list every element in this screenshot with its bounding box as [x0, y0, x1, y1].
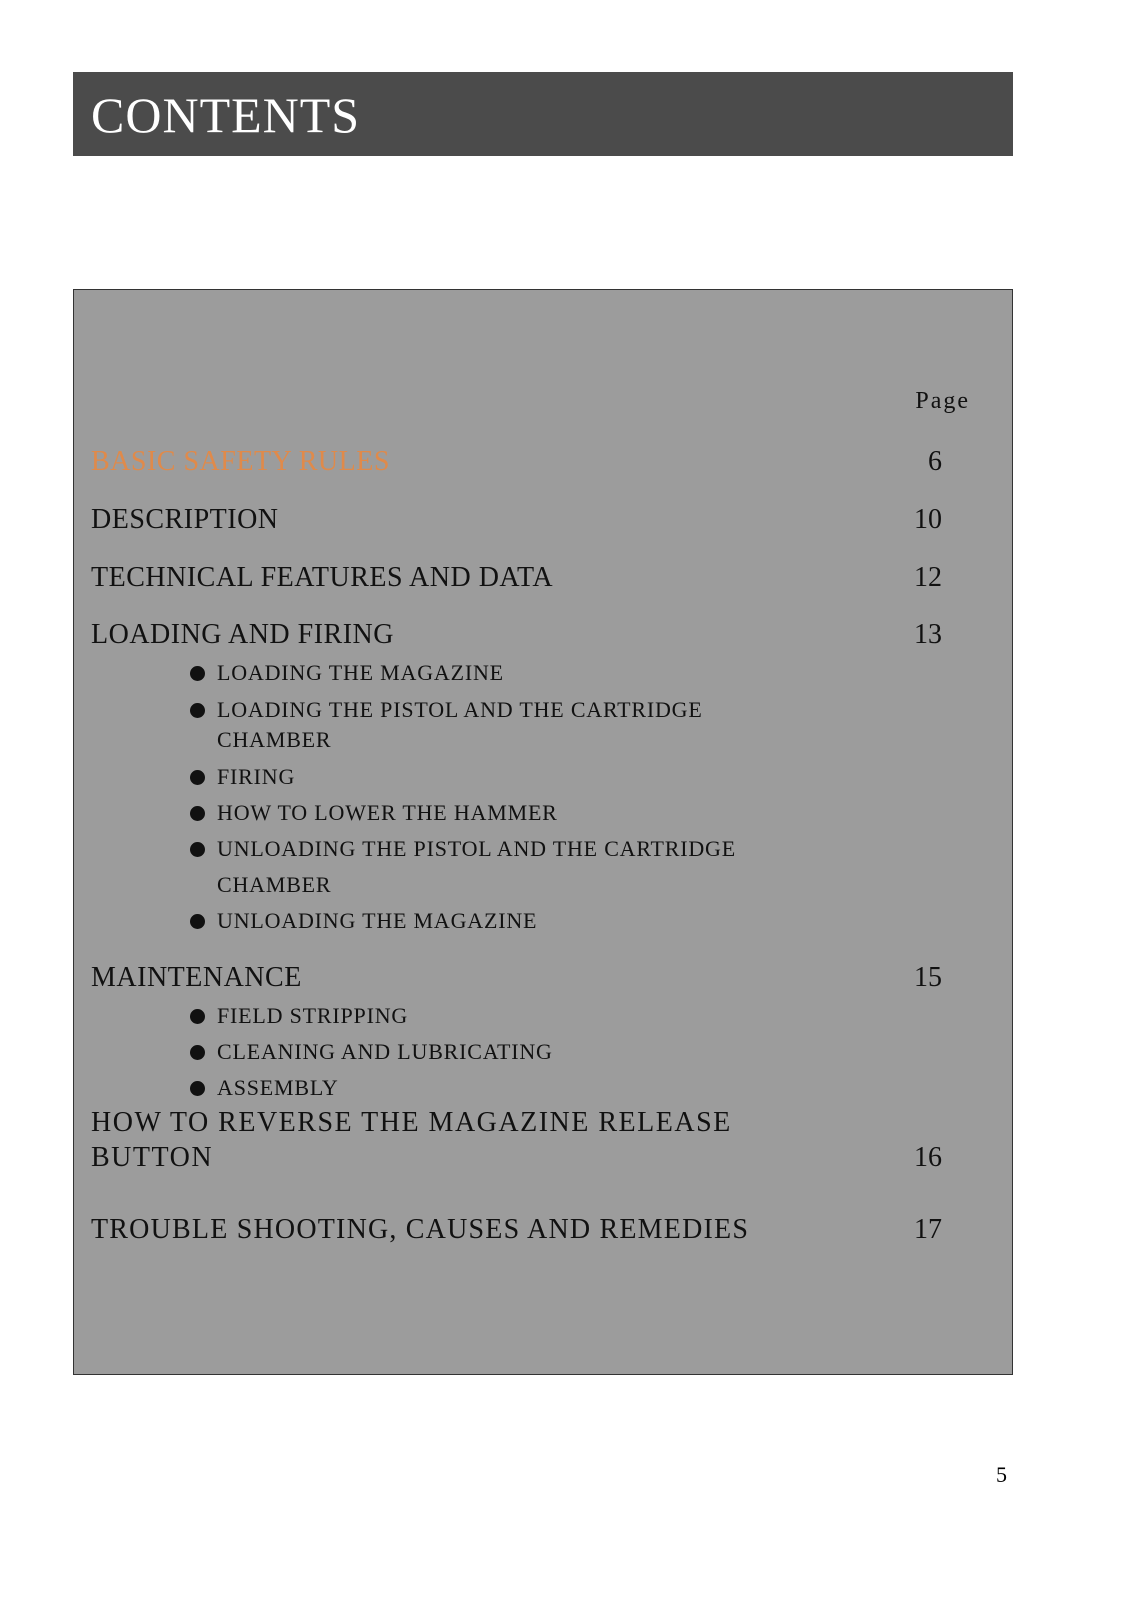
page-number: 5	[996, 1462, 1007, 1487]
toc-subitem[interactable]: LOADING THE PISTOL AND THE CARTRIDGE	[217, 697, 703, 722]
toc-entry-technical-features[interactable]: TECHNICAL FEATURES AND DATA	[91, 562, 554, 593]
toc-subitem[interactable]: CLEANING AND LUBRICATING	[217, 1039, 553, 1064]
page-column-label: Page	[915, 388, 970, 414]
bullet-icon	[190, 666, 205, 681]
toc-subitem[interactable]: HOW TO LOWER THE HAMMER	[217, 800, 558, 825]
toc-page: 6	[928, 446, 942, 477]
toc-page: 12	[914, 562, 942, 593]
toc-subitem[interactable]: UNLOADING THE MAGAZINE	[217, 908, 538, 933]
toc-entry-basic-safety-rules[interactable]: BASIC SAFETY RULES	[91, 446, 390, 477]
bullet-icon	[190, 1045, 205, 1060]
bullet-icon	[190, 703, 205, 718]
toc-page: 10	[914, 504, 942, 535]
toc-subitem[interactable]: ASSEMBLY	[217, 1075, 339, 1100]
bullet-icon	[190, 914, 205, 929]
toc-page: 15	[914, 962, 942, 993]
toc-subitem[interactable]: UNLOADING THE PISTOL AND THE CARTRIDGE	[217, 836, 736, 861]
bullet-icon	[190, 1009, 205, 1024]
toc-subitem[interactable]: FIRING	[217, 764, 296, 789]
toc-entry-description[interactable]: DESCRIPTION	[91, 504, 279, 535]
toc-page: 16	[914, 1142, 942, 1173]
toc-entry-trouble-shooting[interactable]: TROUBLE SHOOTING, CAUSES AND REMEDIES	[91, 1214, 750, 1245]
toc-entry-loading-and-firing[interactable]: LOADING AND FIRING	[91, 619, 394, 650]
toc-entry-continued: BUTTON	[91, 1142, 214, 1173]
toc-subitem[interactable]: FIELD STRIPPING	[217, 1003, 409, 1028]
bullet-icon	[190, 842, 205, 857]
bullet-icon	[190, 770, 205, 785]
toc-page: 17	[914, 1214, 942, 1245]
toc-subitem[interactable]: LOADING THE MAGAZINE	[217, 660, 504, 685]
page-title: CONTENTS	[91, 87, 361, 143]
toc-page: 13	[914, 619, 942, 650]
bullet-icon	[190, 1081, 205, 1096]
toc-box	[73, 289, 1013, 1375]
toc-entry-maintenance[interactable]: MAINTENANCE	[91, 962, 302, 993]
toc-entry-reverse-magazine-release[interactable]: HOW TO REVERSE THE MAGAZINE RELEASE	[91, 1107, 732, 1138]
contents-header	[73, 72, 1013, 156]
toc-subitem-continued: CHAMBER	[217, 727, 332, 752]
bullet-icon	[190, 806, 205, 821]
toc-subitem-continued: CHAMBER	[217, 872, 332, 897]
